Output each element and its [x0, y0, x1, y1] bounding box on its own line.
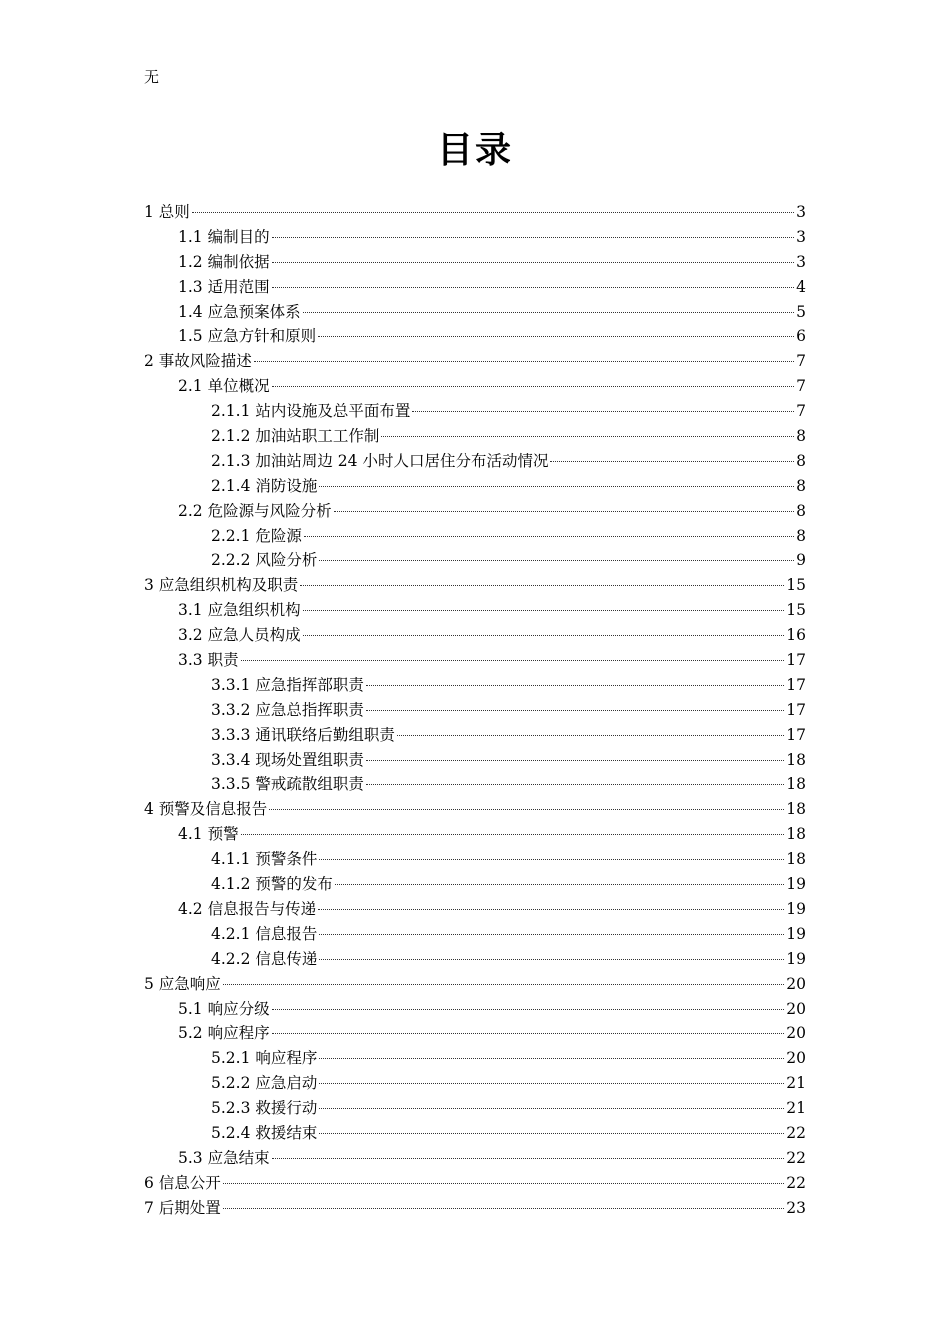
toc-entry[interactable]: [144, 499, 806, 524]
toc-dot-leader: [272, 287, 795, 288]
toc-dot-leader: [272, 1009, 785, 1010]
toc-entry-title: 5.2.3 救援行动: [211, 1099, 318, 1118]
toc-page-number: 7: [796, 402, 806, 421]
toc-page-number: 17: [786, 700, 806, 719]
toc-entry[interactable]: [144, 573, 806, 598]
toc-page-number: 22: [786, 1123, 806, 1142]
toc-page-number: 6: [796, 327, 806, 346]
toc-entry[interactable]: [144, 1021, 806, 1046]
toc-dot-leader: [319, 1108, 784, 1109]
toc-page-number: 22: [786, 1173, 806, 1192]
toc-entry[interactable]: [144, 1196, 806, 1221]
toc-entry[interactable]: [144, 698, 806, 723]
toc-entry[interactable]: [144, 723, 806, 748]
toc-dot-leader: [366, 760, 784, 761]
toc-entry-title: 5.1 响应分级: [178, 999, 270, 1018]
toc-page-number: 7: [796, 377, 806, 396]
toc-page-number: 22: [786, 1148, 806, 1167]
toc-page-number: 3: [796, 227, 806, 246]
toc-entry-title: 5.2 响应程序: [178, 1024, 270, 1043]
toc-dot-leader: [269, 809, 784, 810]
toc-entry-title: 6 信息公开: [144, 1173, 221, 1192]
toc-entry-title: 1.3 适用范围: [178, 277, 270, 296]
toc-dot-leader: [303, 610, 785, 611]
toc-page-number: 8: [796, 427, 806, 446]
toc-entry[interactable]: [144, 623, 806, 648]
toc-entry-title: 4.1.2 预警的发布: [211, 875, 333, 894]
toc-page-number: 21: [786, 1099, 806, 1118]
toc-entry[interactable]: [144, 1071, 806, 1096]
toc-dot-leader: [223, 984, 784, 985]
toc-entry[interactable]: [144, 324, 806, 349]
toc-page-number: 18: [786, 825, 806, 844]
toc-entry[interactable]: [144, 349, 806, 374]
toc-entry-title: 2.1.4 消防设施: [211, 476, 318, 495]
toc-dot-leader: [319, 1083, 784, 1084]
toc-entry-title: 2.1.2 加油站职工工作制: [211, 427, 380, 446]
toc-page-number: 17: [786, 651, 806, 670]
toc-dot-leader: [366, 685, 784, 686]
toc-entry-title: 5 应急响应: [144, 974, 221, 993]
toc-page-number: 19: [786, 875, 806, 894]
toc-page-number: 20: [786, 999, 806, 1018]
toc-page-number: 5: [796, 302, 806, 321]
toc-page-number: 18: [786, 800, 806, 819]
toc-dot-leader: [319, 1133, 784, 1134]
toc-dot-leader: [304, 536, 794, 537]
toc-dot-leader: [319, 859, 784, 860]
toc-page-number: 3: [796, 203, 806, 221]
toc-entry-title: 2.2 危险源与风险分析: [178, 501, 332, 520]
toc-dot-leader: [318, 336, 794, 337]
toc-page-number: 21: [786, 1074, 806, 1093]
toc-entry[interactable]: [144, 300, 806, 325]
toc-entry-title: 7 后期处置: [144, 1198, 221, 1217]
toc-entry-title: 4.2.2 信息传递: [211, 949, 318, 968]
toc-entry[interactable]: [144, 972, 806, 997]
toc-page-number: 23: [786, 1198, 806, 1217]
toc-entry[interactable]: [144, 997, 806, 1022]
toc-entry-title: 1 总则: [144, 203, 190, 221]
toc-page-number: 17: [786, 675, 806, 694]
toc-entry-title: 2.1 单位概况: [178, 377, 270, 396]
toc-entry[interactable]: [144, 275, 806, 300]
toc-entry-title: 1.1 编制目的: [178, 227, 270, 246]
toc-entry-title: 3.2 应急人员构成: [178, 626, 301, 645]
toc-dot-leader: [272, 386, 795, 387]
toc-dot-leader: [381, 436, 794, 437]
toc-entry[interactable]: [144, 424, 806, 449]
toc-entry[interactable]: [144, 748, 806, 773]
toc-page-number: 15: [786, 601, 806, 620]
toc-entry-title: 3.3.4 现场处置组职责: [211, 750, 364, 769]
toc-title: 目录: [436, 130, 513, 171]
toc-dot-leader: [272, 1033, 785, 1034]
toc-dot-leader: [272, 262, 795, 263]
toc-entry-title: 3.3.1 应急指挥部职责: [211, 675, 364, 694]
toc-page-number: 15: [786, 576, 806, 595]
toc-entry[interactable]: [144, 1121, 806, 1146]
toc-entry[interactable]: [144, 449, 806, 474]
toc-entry[interactable]: [144, 947, 806, 972]
toc-entry[interactable]: [144, 225, 806, 250]
toc-page-number: 18: [786, 750, 806, 769]
toc-page-number: 18: [786, 775, 806, 794]
toc-entry[interactable]: [144, 1096, 806, 1121]
toc-entry[interactable]: [144, 374, 806, 399]
toc-entry-title: 5.3 应急结束: [178, 1148, 270, 1167]
toc-dot-leader: [397, 735, 784, 736]
toc-entry-title: 2.2.1 危险源: [211, 526, 302, 545]
toc-entry-title: 3 应急组织机构及职责: [144, 576, 299, 595]
header-mark: 无: [144, 68, 160, 86]
toc-entry-title: 1.2 编制依据: [178, 252, 270, 271]
toc-page-number: 19: [786, 924, 806, 943]
toc-dot-leader: [319, 959, 784, 960]
toc-entry[interactable]: [144, 673, 806, 698]
toc-dot-leader: [241, 660, 785, 661]
toc-entry-title: 4.2 信息报告与传递: [178, 899, 317, 918]
toc-dot-leader: [335, 884, 784, 885]
toc-dot-leader: [319, 934, 784, 935]
toc-dot-leader: [254, 361, 794, 362]
toc-page-number: 19: [786, 949, 806, 968]
toc-dot-leader: [272, 1158, 785, 1159]
toc-dot-leader: [300, 585, 784, 586]
toc-entry-title: 2.2.2 风险分析: [211, 551, 318, 570]
toc-entry[interactable]: [144, 474, 806, 499]
toc-dot-leader: [319, 486, 794, 487]
toc-dot-leader: [223, 1208, 784, 1209]
toc-entry[interactable]: [144, 1046, 806, 1071]
toc-dot-leader: [272, 237, 795, 238]
toc-dot-leader: [241, 834, 785, 835]
toc-entry[interactable]: [144, 922, 806, 947]
toc-entry-title: 3.3.2 应急总指挥职责: [211, 700, 364, 719]
table-of-contents: [144, 200, 806, 1221]
toc-entry-title: 4.1.1 预警条件: [211, 850, 318, 869]
toc-dot-leader: [223, 1183, 784, 1184]
toc-entry[interactable]: [144, 598, 806, 623]
toc-entry[interactable]: [144, 847, 806, 872]
toc-entry[interactable]: [144, 822, 806, 847]
toc-dot-leader: [366, 784, 784, 785]
toc-dot-leader: [319, 560, 794, 561]
toc-dot-leader: [192, 212, 794, 213]
toc-page-number: 18: [786, 850, 806, 869]
toc-dot-leader: [303, 312, 795, 313]
toc-entry[interactable]: [144, 1146, 806, 1171]
toc-entry-title: 5.2.4 救援结束: [211, 1123, 318, 1142]
toc-dot-leader: [412, 411, 794, 412]
toc-entry-title: 1.4 应急预案体系: [178, 302, 301, 321]
toc-page-number: 8: [796, 501, 806, 520]
toc-entry-title: 4 预警及信息报告: [144, 800, 268, 819]
toc-page-number: 8: [796, 476, 806, 495]
toc-entry-title: 5.2.1 响应程序: [211, 1049, 318, 1068]
toc-page-number: 17: [786, 725, 806, 744]
toc-entry-title: 3.1 应急组织机构: [178, 601, 301, 620]
toc-page-number: 4: [796, 277, 806, 296]
toc-entry-title: 2.1.1 站内设施及总平面布置: [211, 402, 411, 421]
toc-entry[interactable]: [144, 250, 806, 275]
toc-dot-leader: [366, 710, 784, 711]
toc-page-number: 3: [796, 252, 806, 271]
toc-entry[interactable]: [144, 897, 806, 922]
toc-entry-title: 3.3.5 警戒疏散组职责: [211, 775, 364, 794]
toc-page-number: 8: [796, 451, 806, 470]
toc-entry[interactable]: [144, 872, 806, 897]
toc-dot-leader: [319, 1058, 784, 1059]
toc-entry-title: 3.3 职责: [178, 651, 239, 670]
toc-entry[interactable]: [144, 648, 806, 673]
toc-page-number: 19: [786, 899, 806, 918]
toc-entry-title: 1.5 应急方针和原则: [178, 327, 317, 346]
toc-entry[interactable]: [144, 200, 806, 225]
toc-entry[interactable]: [144, 772, 806, 797]
toc-entry[interactable]: [144, 797, 806, 822]
toc-entry-title: 2 事故风险描述: [144, 352, 252, 371]
toc-page-number: 9: [796, 551, 806, 570]
toc-page-number: 20: [786, 1049, 806, 1068]
toc-page-number: 20: [786, 974, 806, 993]
toc-entry[interactable]: [144, 524, 806, 549]
toc-entry-title: 4.1 预警: [178, 825, 239, 844]
toc-entry-title: 4.2.1 信息报告: [211, 924, 318, 943]
toc-dot-leader: [334, 511, 795, 512]
toc-page-number: 20: [786, 1024, 806, 1043]
toc-page-number: 7: [796, 352, 806, 371]
toc-dot-leader: [318, 909, 784, 910]
toc-entry-title: 5.2.2 应急启动: [211, 1074, 318, 1093]
toc-entry[interactable]: [144, 399, 806, 424]
toc-entry[interactable]: [144, 1171, 806, 1196]
toc-dot-leader: [550, 461, 794, 462]
toc-entry-title: 2.1.3 加油站周边 24 小时人口居住分布活动情况: [211, 451, 549, 470]
toc-dot-leader: [303, 635, 785, 636]
toc-page-number: 8: [796, 526, 806, 545]
toc-entry[interactable]: [144, 548, 806, 573]
toc-entry-title: 3.3.3 通讯联络后勤组职责: [211, 725, 395, 744]
toc-page-number: 16: [786, 626, 806, 645]
